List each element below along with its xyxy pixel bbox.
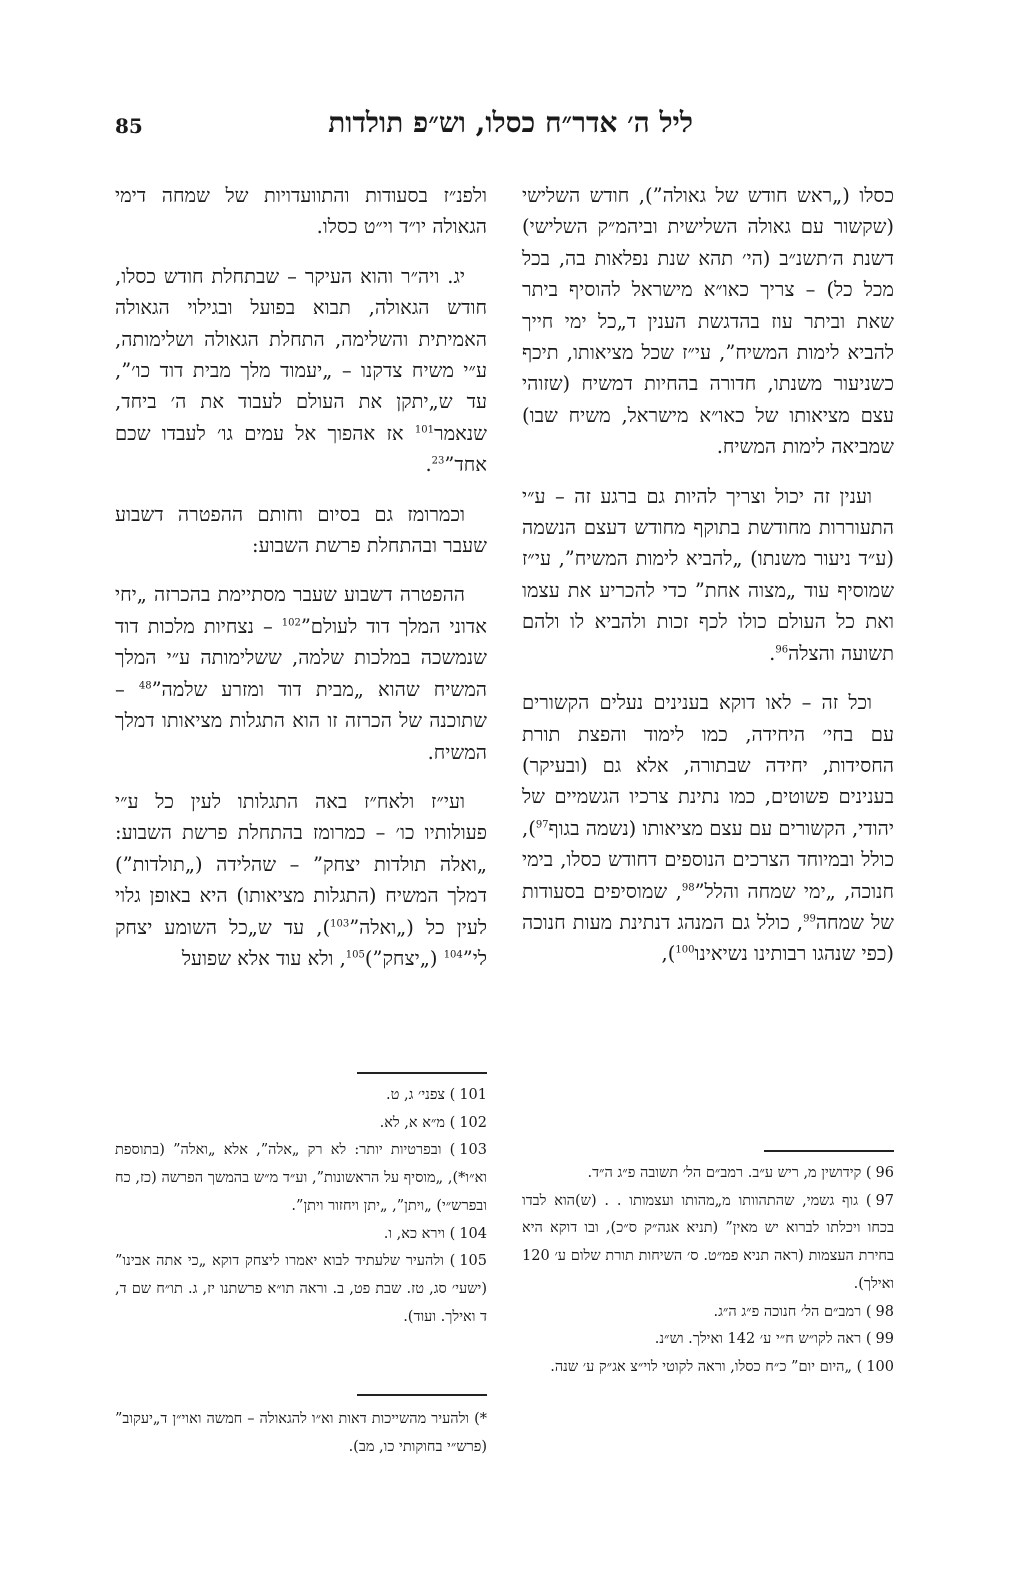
footnote-rule: [764, 1150, 894, 1152]
left-column: [115, 180, 487, 992]
page-header: [115, 100, 693, 150]
footnotes-right: [522, 1160, 894, 1382]
footnote-ref[interactable]: 99: [803, 913, 816, 925]
paragraph: כסלו („ראש חודש של גאולה”), חודש השלישי (שקשור עם גאולה השלישית וביהמ״ק השלישי) דשנת ה׳תשנ״ב (הי׳ תהא שנת נפלאות בה, בכל מכל כל) – צריך כאו״א מישראל להוסיף ביתר שאת וביתר עוז בהדגשת הענין ד„כל ימי חייך להביא לימות המשיח”, עי״ז שכל מציאותו, תיכף כשניעור משנתו, חדורה בהחיות דמשיח (שזוהי עצם מציאותו של כאו״א מישראל, משיח שבו) שמביאה לימות המשיח.: [522, 184, 894, 459]
footnote-ref[interactable]: 97: [535, 819, 549, 831]
footnote-star: *) ולהעיר מהשייכות דאות וא״ו להגאולה – חמשה ואוי״ן ד„יעקוב” (פרש״י בחוקותי כו, מב).: [115, 1411, 487, 1455]
footnote-ref[interactable]: 102: [281, 617, 301, 629]
paragraph: ועי״ז ולאח״ז באה התגלותו לעין כל ע״י פעולותיו כו׳ – כמרומז בהתחלת פרשת השבוע: „ואלה תולדות יצחק” – שהלידה („תולדות”) דמלך המשיח (התגלות מציאותו) היא באופן גלוי לעין כל („ואלה”$^{103}$), עד ש„כל השומע יצחק לי”$^{104}$ („יצחק”)$^{105}$, ולא עוד אלא שפועל: [115, 789, 487, 970]
footnote-ref[interactable]: 23: [431, 455, 445, 467]
paragraph: וכמרומז גם בסיום וחותם ההפטרה דשבוע שעבר ובהתחלת פרשת השבוע:: [115, 502, 487, 558]
footnote-rule: [357, 1394, 487, 1396]
footnote: 99) ראה לקו״ש ח״י ע׳ 142 ואילך. וש״נ.: [654, 1331, 894, 1348]
footnote-ref[interactable]: 105: [345, 949, 365, 961]
footnote-ref[interactable]: 103: [330, 918, 350, 930]
footnote: 103) ובפרטיות יותר: לא רק „אלה”, אלא „ואלה” (בתוספת וא״ו*), „מוסיף על הראשונות”, וע״ד מ״ש בהמשך הפרשה (כז, כח ובפרש״י) „ויתן”, „יתן ויחזור ויתן”.: [115, 1142, 487, 1214]
footnotes-left: [115, 1082, 487, 1331]
footnote-ref[interactable]: 100: [675, 944, 695, 956]
footnote-ref[interactable]: 96: [775, 644, 789, 656]
running-title: ליל ה׳ אדר״ח כסלו, וש״פ תולדות: [328, 106, 693, 139]
page-number: 85: [115, 114, 143, 138]
footnote: 96) קידושין מ, ריש ע״ב. רמב״ם הל׳ תשובה פ״ג ה״ד.: [587, 1165, 894, 1181]
footnote: 100) „היום יום” כ״ח כסלו, וראה לקוטי לוי״צ אג״ק ע׳ שנה.: [550, 1358, 894, 1375]
footnote: 97) גוף גשמי, שהתהוותו מ„מהותו ועצמותו . . (ש)הוא לבדו בכחו ויכלתו לברוא יש מאין” (תניא אגה״ק ס״כ), ובו דוקא היא בחירת העצמות (ראה תניא פמ״ט. ס׳ השיחות תורת שלום ע׳ 120 ואילך).: [522, 1192, 894, 1292]
footnote-rule: [357, 1072, 487, 1074]
footnote: 98) רמב״ם הל׳ חנוכה פ״ג ה״ג.: [713, 1303, 894, 1320]
paragraph: יג. ויה״ר והוא העיקר – שבתחלת חודש כסלו, חודש הגאולה, תבוא בפועל ובגילוי הגאולה האמיתית והשלימה, התחלת הגאולה ושלימותה, ע״י משיח צדקנו – „יעמוד מלך מבית דוד כו׳”, עד ש„יתקן את העולם לעבוד את ה׳ ביחד, שנאמר$^{101}$ אז אהפוך אל עמים גו׳ לעבדו שכם אחד”$^{23}$.: [115, 264, 487, 477]
paragraph: וענין זה יכול וצריך להיות גם ברגע זה – ע״י התעוררות מחודשת בתוקף מחודש דעצם הנשמה (ע״ד ניעור משנתו) „להביא לימות המשיח”, עי״ז שמוסיף עוד „מצוה אחת” כדי להכריע את עצמו ואת כל העולם כולו לכף זכות ולהביא לו ולהם תשועה והצלה$^{96}$.: [522, 484, 894, 665]
footnote-ref[interactable]: 104: [443, 949, 463, 961]
footnote: 101) צפני׳ ג, ט.: [385, 1087, 487, 1103]
paragraph: וכל זה – לאו דוקא בענינים נעלים הקשורים עם בחי׳ היחידה, כמו לימוד והפצת תורת החסידות, יחידה שבתורה, אלא גם (ובעיקר) בענינים פשוטים, כמו נתינת צרכיו הגשמיים של יהודי, הקשורים עם עצם מציאותו (נשמה בגוף$^{97}$), כולל ובמיוחד הצרכים הנוספים דחודש כסלו, בימי חנוכה, „ימי שמחה והלל”$^{98}$, שמוסיפים בסעודות של שמחה$^{99}$, כולל גם המנהג דנתינת מעות חנוכה (כפי שנהגו רבותינו נשיאינו$^{100}$),: [522, 691, 894, 966]
footnote-ref[interactable]: 98: [681, 882, 695, 894]
footnote-ref[interactable]: 48: [138, 680, 152, 692]
footnote-ref[interactable]: 101: [414, 424, 434, 436]
footnote: 104) וירא כא, ו.: [383, 1225, 487, 1242]
paragraph: ההפטרה דשבוע שעבר מסתיימת בהכרזה „יחי אדוני המלך דוד לעולם”$^{102}$ – נצחיות מלכות דוד שנמשכה במלכות שלמה, ששלימותה ע״י המלך המשיח שהוא „מבית דוד ומזרע שלמה”$^{48}$ – שתוכנה של הכרזה זו הוא התגלות מציאותו דמלך המשיח.: [115, 583, 488, 764]
paragraph: ולפנ״ז בסעודות והתוועדויות של שמחה דימי הגאולה יו״ד וי״ט כסלו.: [115, 184, 487, 239]
footnote: 105) ולהעיר שלעתיד לבוא יאמרו ליצחק דוקא „כי אתה אבינו” (ישעי׳ סג, טז. שבת פט, ב. וראה תו״א פרשתנו יז, ג. תו״ח שם ד, ד ואילך. ועוד).: [115, 1253, 487, 1325]
footnote: 102) מ״א א, לא.: [379, 1114, 487, 1131]
right-column: [522, 180, 894, 988]
